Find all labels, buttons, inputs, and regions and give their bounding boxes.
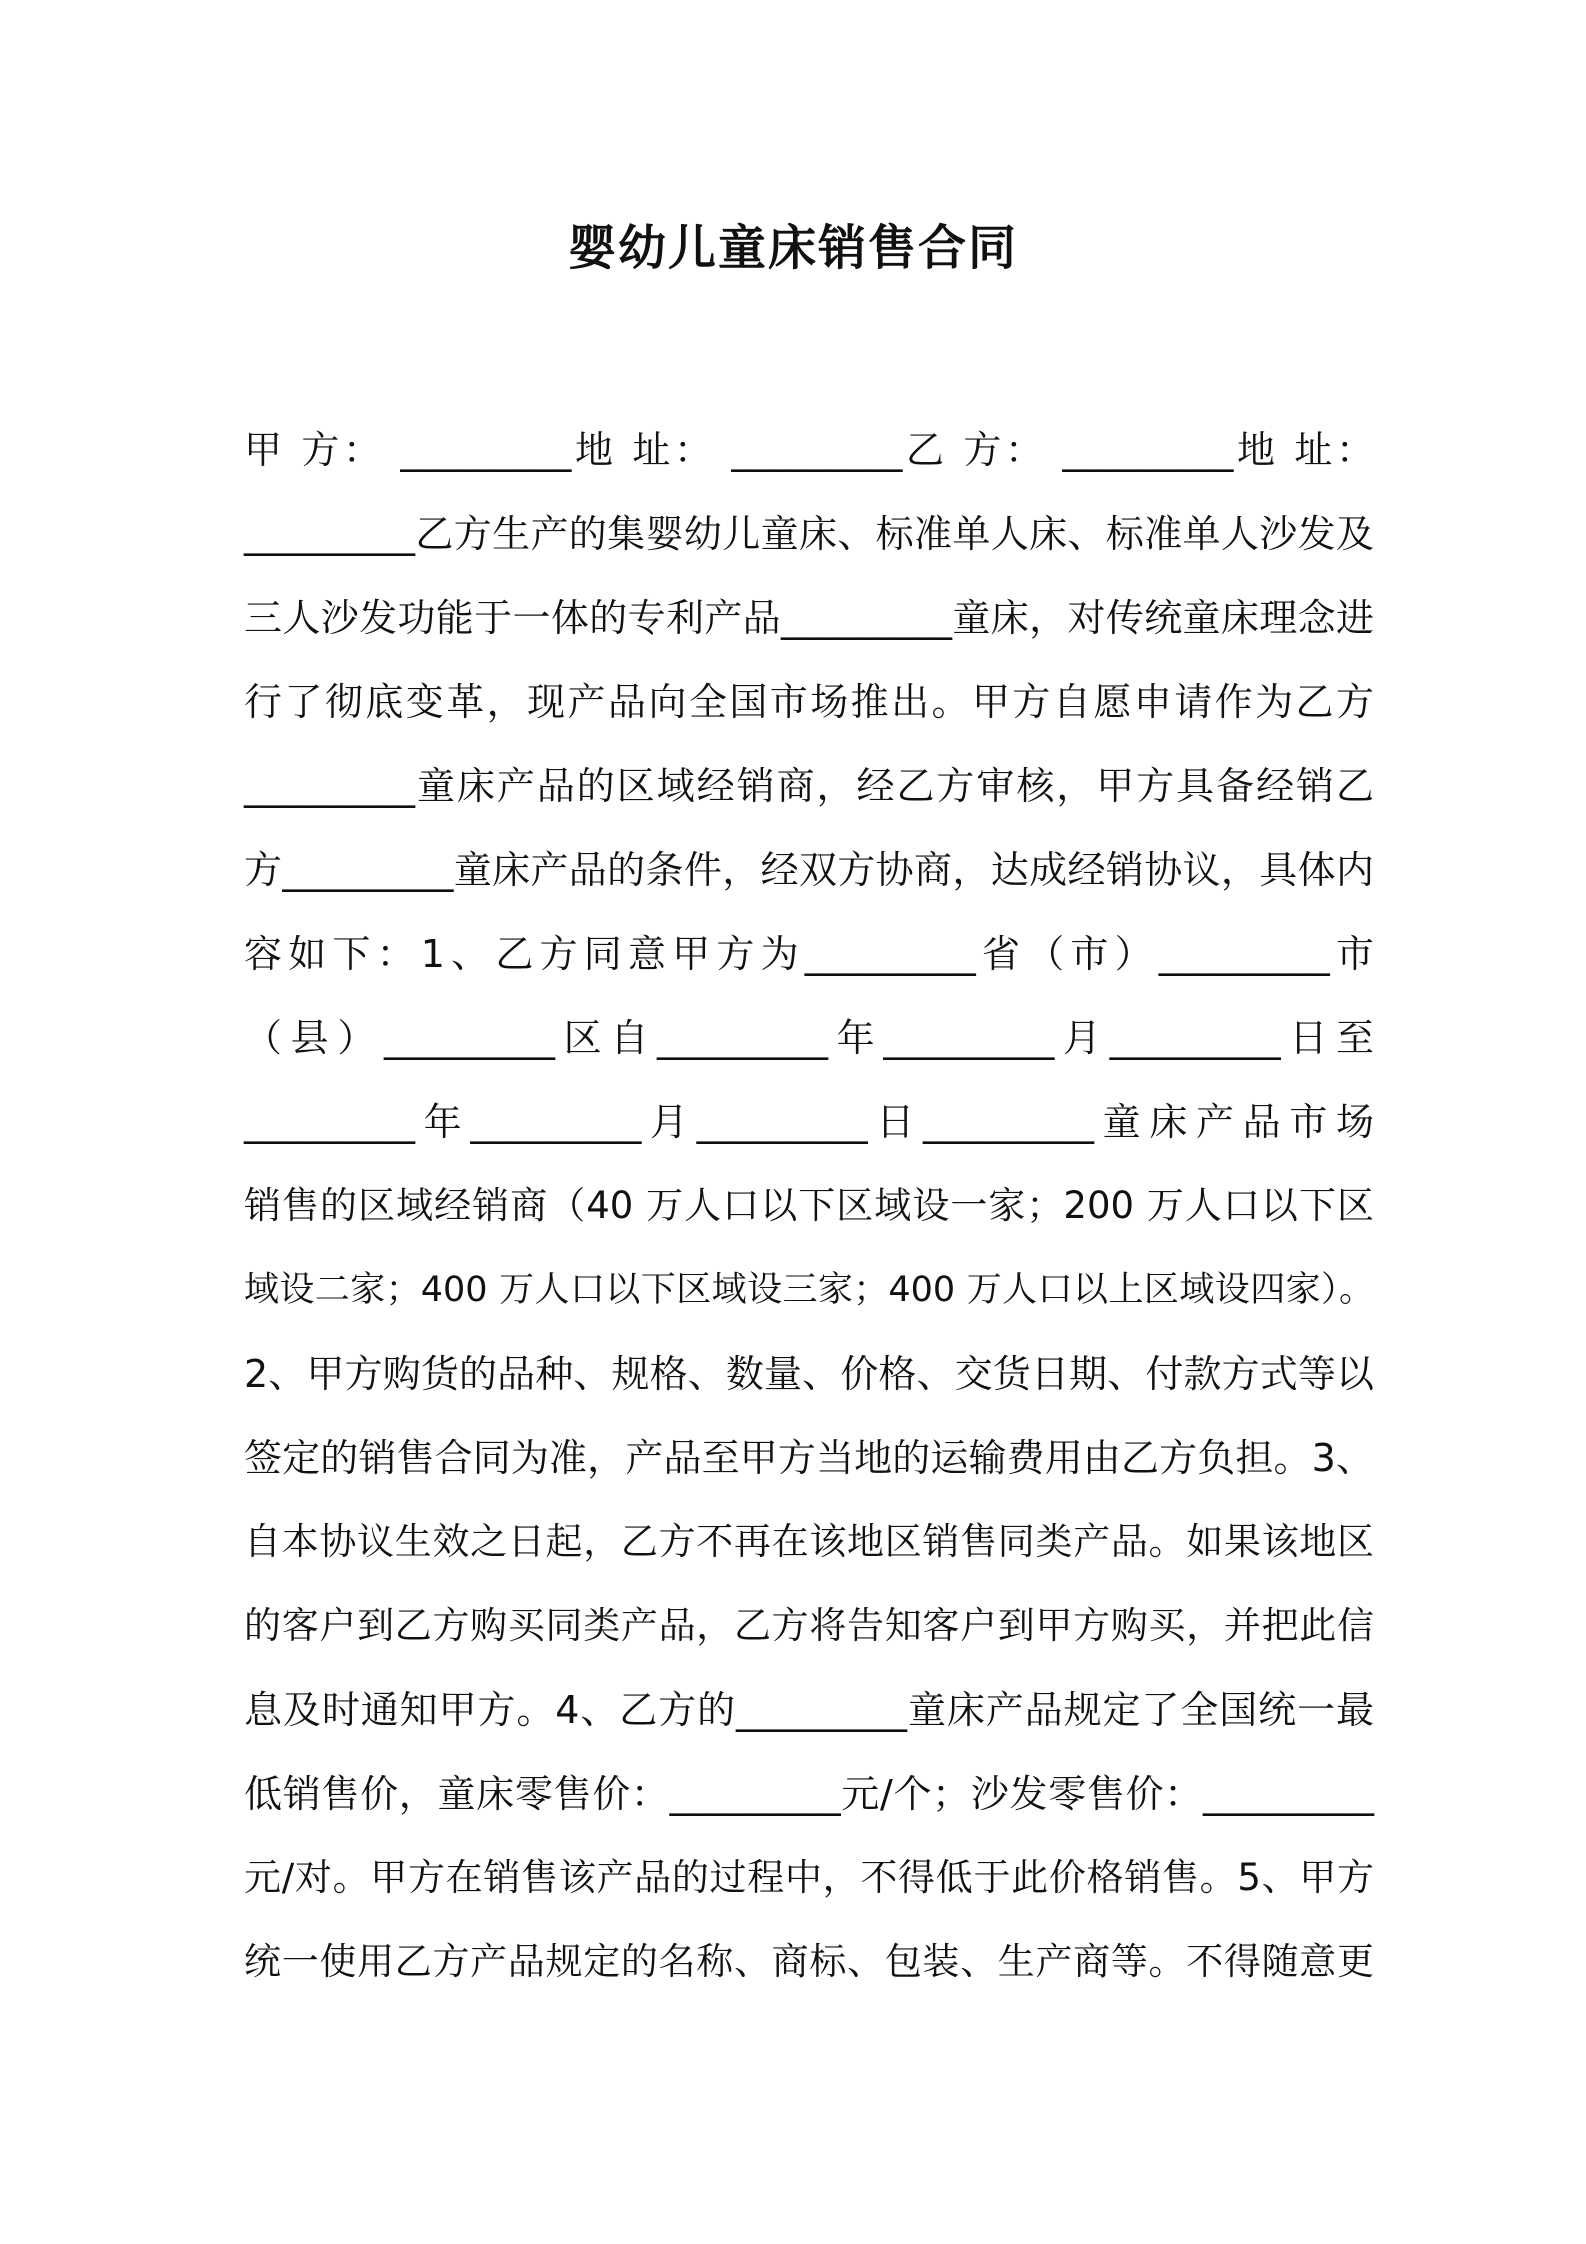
body-line: 三人沙发功能于一体的专利产品_________童床，对传统童床理念进 <box>244 596 1374 640</box>
body-line: 签定的销售合同为准，产品至甲方当地的运输费用由乙方负担。3、 <box>244 1436 1374 1480</box>
body-line: 2、甲方购货的品种、规格、数量、价格、交货日期、付款方式等以 <box>244 1352 1374 1396</box>
body-line: _________乙方生产的集婴幼儿童床、标准单人床、标准单人沙发及 <box>244 512 1374 556</box>
contract-body <box>244 408 1374 2004</box>
body-line: 甲 方： _________地 址： _________乙 方： _________地 址： <box>244 428 1374 472</box>
body-line: 方_________童床产品的条件，经双方协商，达成经销协议，具体内 <box>244 848 1374 892</box>
body-line: 息及时通知甲方。4、乙方的_________童床产品规定了全国统一最 <box>244 1688 1374 1732</box>
body-line: 容如下：1、乙方同意甲方为_________省（市）_________市 <box>244 932 1374 976</box>
body-line: 低销售价，童床零售价：_________元/个；沙发零售价：_________ <box>244 1772 1374 1816</box>
body-line: 自本协议生效之日起，乙方不再在该地区销售同类产品。如果该地区 <box>244 1520 1374 1563</box>
body-line: _________年_________月_________日_________童床产品市场 <box>244 1100 1374 1144</box>
body-line: 统一使用乙方产品规定的名称、商标、包装、生产商等。不得随意更 <box>244 1940 1374 1983</box>
body-line: _________童床产品的区域经销商，经乙方审核，甲方具备经销乙 <box>244 764 1374 808</box>
document-title: 婴幼儿童床销售合同 <box>567 220 1018 276</box>
body-line: 域设二家；400 万人口以下区域设三家；400 万人口以上区域设四家）。 <box>244 1270 1374 1310</box>
body-line: 的客户到乙方购买同类产品，乙方将告知客户到甲方购买，并把此信 <box>244 1604 1374 1647</box>
body-line: 行了彻底变革，现产品向全国市场推出。甲方自愿申请作为乙方 <box>244 680 1374 724</box>
body-line: （县）_________区自_________年_________月_________日至 <box>244 1016 1374 1060</box>
body-line: 销售的区域经销商（40 万人口以下区域设一家；200 万人口以下区 <box>244 1184 1374 1227</box>
body-line: 元/对。甲方在销售该产品的过程中，不得低于此价格销售。5、甲方 <box>244 1856 1374 1899</box>
